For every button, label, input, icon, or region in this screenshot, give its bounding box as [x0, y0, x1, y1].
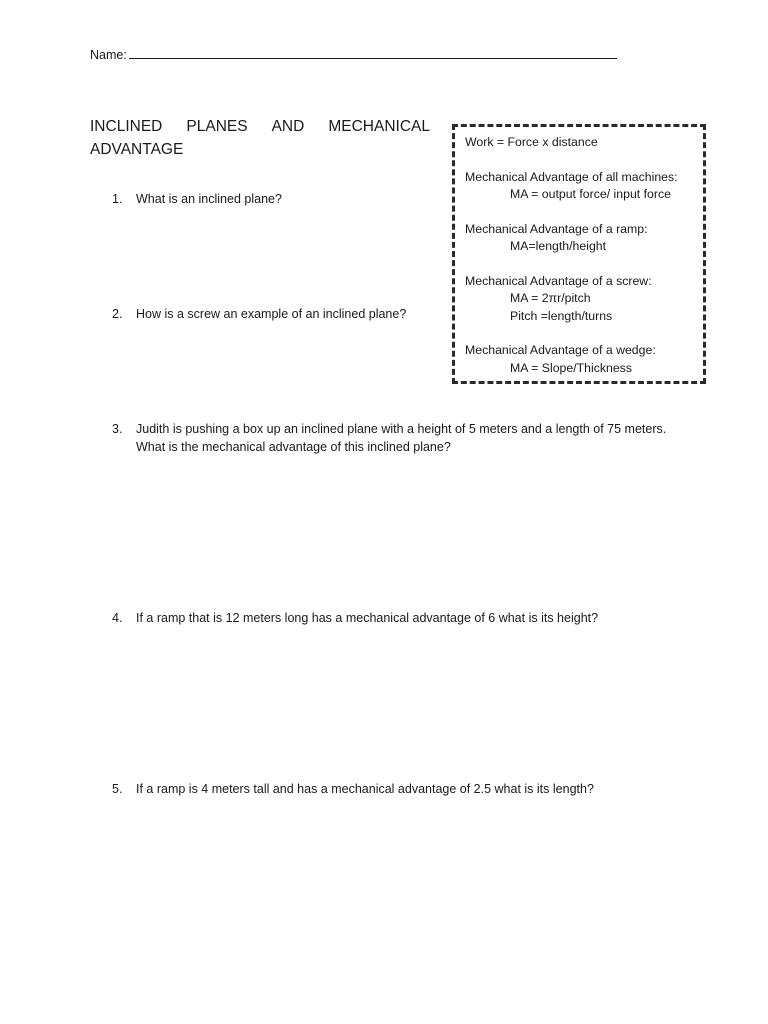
wedge-formula: MA = Slope/Thickness	[510, 360, 633, 375]
formula-all-machines	[465, 169, 695, 204]
question-text: If a ramp is 4 meters tall and has a mechanical advantage of 2.5 what is its length?	[136, 782, 594, 796]
title-word-planes: PLANES	[186, 118, 248, 135]
formula-ramp	[465, 221, 695, 256]
question-text: If a ramp that is 12 meters long has a mechanical advantage of 6 what is its height?	[136, 611, 599, 625]
question-text: How is a screw an example of an inclined plane?	[136, 307, 407, 321]
screw-formula-ma: MA = 2πr/pitch	[510, 291, 591, 305]
all-machines-heading: Mechanical Advantage of all machines:	[465, 169, 678, 184]
ramp-heading: Mechanical Advantage of a ramp:	[465, 221, 648, 236]
title-word-and: AND	[271, 118, 305, 135]
title-line-2: ADVANTAGE	[90, 141, 184, 158]
question-number: 3.	[112, 422, 123, 436]
name-label: Name:	[90, 48, 127, 62]
question-2	[112, 305, 432, 323]
wedge-heading: Mechanical Advantage of a wedge:	[465, 343, 656, 357]
title-word-inclined: INCLINED	[90, 118, 163, 135]
formula-screw	[465, 273, 695, 326]
question-text: What is an inclined plane?	[136, 192, 282, 206]
title-line-1	[90, 115, 430, 138]
work-formula: Work = Force x distance	[465, 135, 598, 149]
formula-work	[465, 134, 695, 152]
formula-wedge	[465, 342, 695, 377]
formula-reference-box	[452, 124, 706, 384]
question-5	[112, 780, 692, 798]
question-number: 4.	[112, 611, 123, 625]
all-machines-formula: MA = output force/ input force	[510, 187, 671, 201]
question-text: Judith is pushing a box up an inclined plane with a height of 5 meters and a length of 75 meters. What is the mechanical advantage of this inclined plane?	[136, 422, 667, 454]
title-word-mechanical: MECHANICAL	[328, 118, 430, 135]
screw-formula-pitch: Pitch =length/turns	[510, 308, 613, 323]
worksheet-title	[90, 115, 430, 161]
question-4	[112, 609, 692, 627]
name-field[interactable]	[90, 46, 617, 62]
question-number: 2.	[112, 307, 123, 321]
name-blank-line[interactable]	[129, 46, 617, 59]
question-number: 5.	[112, 782, 123, 796]
ramp-formula: MA=length/height	[510, 239, 607, 253]
screw-heading: Mechanical Advantage of a screw:	[465, 273, 652, 288]
question-1	[112, 190, 432, 208]
question-number: 1.	[112, 192, 123, 206]
question-3	[112, 420, 692, 456]
